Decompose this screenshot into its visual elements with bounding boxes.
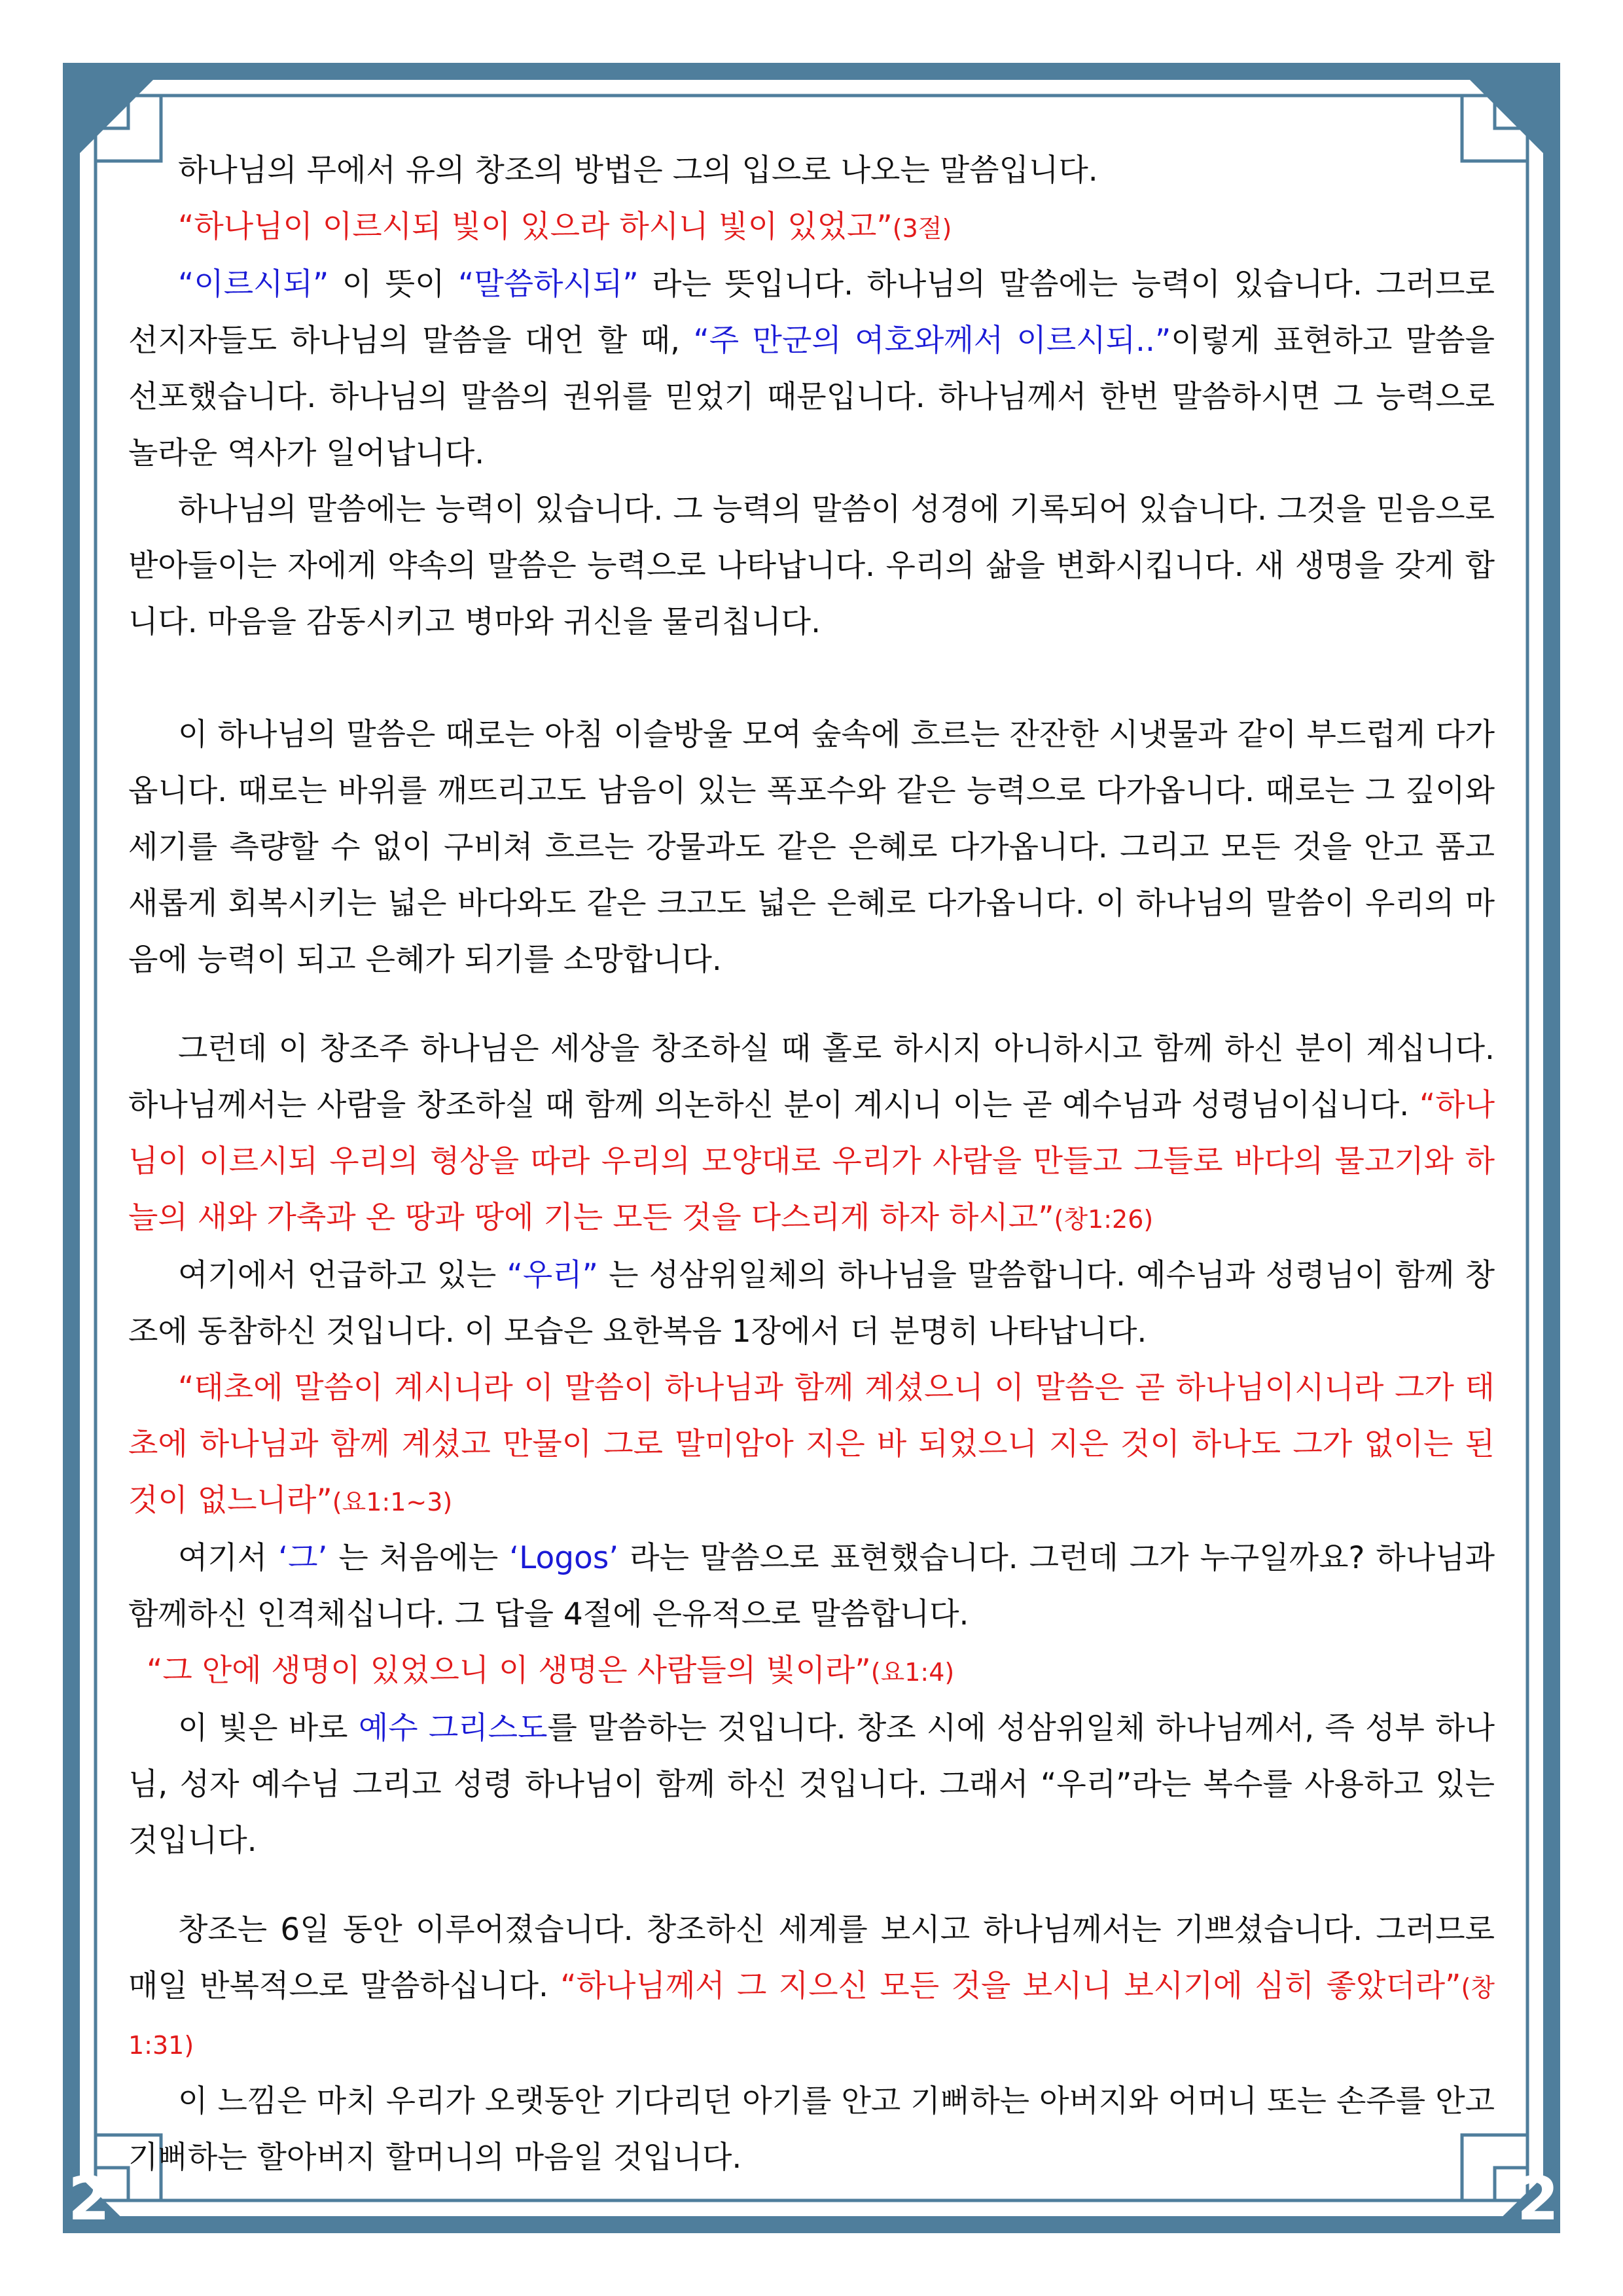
verse-reference: (요1:4) bbox=[870, 1658, 955, 1687]
paragraph bbox=[128, 1700, 1495, 1869]
paragraph-text: 창조는 6일 동안 이루어졌습니다. 창조하신 세계를 보시고 하나님께서는 기쁘셨습니다. 그러므로 매일 반복적으로 말씀하십니다. bbox=[128, 1912, 1495, 2004]
paragraph bbox=[128, 1530, 1495, 1643]
paragraph-text: 라는 말씀으로 표현했습니다. 그런데 그가 누구일까요? 하나님과 함께하신 인격체십니다. 그 답을 4절에 은유적으로 말씀합니다. bbox=[128, 1540, 1495, 1632]
quote-text: “하나님이 이르시되 빛이 있으라 하시니 빛이 있었고” bbox=[178, 209, 893, 245]
document-body bbox=[128, 143, 1495, 2186]
paragraph-text: 여기서 bbox=[178, 1540, 279, 1576]
paragraph bbox=[128, 1021, 1495, 1247]
paragraph-text: 를 말씀하는 것입니다. 창조 시에 성삼위일체 하나님께서, 즉 성부 하나님, 성자 예수님 그리고 성령 하나님이 함께 하신 것입니다. 그래서 “우리”라는 복수를 사용하고 있는 것입니다. bbox=[128, 1710, 1495, 1859]
paragraph-gap bbox=[128, 1869, 1495, 1902]
scripture-quote bbox=[128, 1360, 1495, 1530]
paragraph-text: 라는 뜻입니다. 하나님의 말씀에는 능력이 있습니다. 그러므로 선지자들도 하나님의 말씀을 대언 할 때, bbox=[128, 266, 1495, 359]
paragraph: 하나님의 무에서 유의 창조의 방법은 그의 입으로 나오는 말씀입니다. bbox=[178, 152, 1098, 188]
paragraph: 이 하나님의 말씀은 때로는 아침 이슬방울 모여 숲속에 흐르는 잔잔한 시냇물과 같이 부드럽게 다가옵니다. 때로는 바위를 깨뜨리고도 남음이 있는 폭포수와 같은 능력으로 다가옵니다. 때로는 그 깊이와 세기를 측량할 수 없이 구비쳐 흐르는 강물과도 같은 은혜로 다가옵니다. 그리고 모든 것을 안고 품고 새롭게 회복시키는 넓은 바다와도 같은 크고도 넓은 은혜로 다가옵니다. 이 하나님의 말씀이 우리의 마음에 능력이 되고 은혜가 되기를 소망합니다. bbox=[128, 717, 1495, 978]
quote-text: “그 안에 생명이 있었으니 이 생명은 사람들의 빛이라” bbox=[147, 1653, 871, 1689]
paragraph-text: 그런데 이 창조주 하나님은 세상을 창조하실 때 홀로 하시지 아니하시고 함께 하신 분이 계십니다. 하나님께서는 사람을 창조하실 때 함께 의논하신 분이 계시니 이는 곧 예수님과 성령님이십니다. bbox=[128, 1031, 1495, 1123]
keyword: “우리” bbox=[507, 1257, 598, 1293]
paragraph bbox=[128, 1902, 1495, 2073]
scripture-quote bbox=[128, 199, 1495, 257]
paragraph: 이 느낌은 마치 우리가 오랫동안 기다리던 아기를 안고 기뻐하는 아버지와 어머니 또는 손주를 안고 기뻐하는 할아버지 할머니의 마음일 것입니다. bbox=[128, 2083, 1495, 2176]
verse-reference: (요1:1~3) bbox=[332, 1488, 453, 1516]
paragraph: 하나님의 말씀에는 능력이 있습니다. 그 능력의 말씀이 성경에 기록되어 있습니다. 그것을 믿음으로 받아들이는 자에게 약속의 말씀은 능력으로 나타납니다. 우리의 삶을 변화시킵니다. 새 생명을 갖게 합니다. 마음을 감동시키고 병마와 귀신을 물리칩니다. bbox=[128, 492, 1495, 640]
paragraph-text: 여기에서 언급하고 있는 bbox=[178, 1257, 507, 1293]
paragraph-text: 이 뜻이 bbox=[329, 266, 458, 302]
paragraph-text: 는 처음에는 bbox=[327, 1540, 510, 1576]
quote-text: “태초에 말씀이 계시니라 이 말씀이 하나님과 함께 계셨으니 이 말씀은 곧 하나님이시니라 그가 태초에 하나님과 함께 계셨고 만물이 그로 말미암아 지은 바 되었으니 지은 것이 하나도 그가 없이는 된 것이 없느니라” bbox=[128, 1370, 1495, 1518]
keyword: 예수 그리스도 bbox=[358, 1710, 548, 1746]
paragraph-gap bbox=[128, 651, 1495, 707]
verse-reference: (창1:31) bbox=[128, 1973, 1495, 2060]
keyword: ‘그’ bbox=[278, 1540, 328, 1576]
verse-reference: (3절) bbox=[892, 214, 952, 243]
scripture-quote bbox=[128, 1643, 1495, 1700]
page-number-right: 2 bbox=[1517, 2164, 1560, 2234]
keyword: “주 만군의 여호와께서 이르시되..” bbox=[693, 323, 1171, 359]
keyword: “말씀하시되” bbox=[457, 266, 639, 302]
paragraph bbox=[128, 1247, 1495, 1360]
paragraph-text: 이렇게 표현하고 말씀을 선포했습니다. 하나님의 말씀의 권위를 믿었기 때문입니다. 하나님께서 한번 말씀하시면 그 능력으로 놀라운 역사가 일어납니다. bbox=[128, 323, 1495, 471]
paragraph bbox=[128, 257, 1495, 482]
quote-text: “하나님께서 그 지으신 모든 것을 보시니 보시기에 심히 좋았더라” bbox=[560, 1968, 1461, 2004]
paragraph-text: 는 성삼위일체의 하나님을 말씀합니다. 예수님과 성령님이 함께 창조에 동참하신 것입니다. 이 모습은 요한복음 1장에서 더 분명히 나타납니다. bbox=[128, 1257, 1495, 1350]
quote-text: “하나님이 이르시되 우리의 형상을 따라 우리의 모양대로 우리가 사람을 만들고 그들로 바다의 물고기와 하늘의 새와 가축과 온 땅과 땅에 기는 모든 것을 다스리게 하자 하시고” bbox=[128, 1087, 1495, 1236]
paragraph-gap bbox=[128, 988, 1495, 1021]
verse-reference: (창1:26) bbox=[1054, 1205, 1154, 1234]
keyword: “이르시되” bbox=[178, 266, 329, 302]
keyword: ‘Logos’ bbox=[509, 1540, 619, 1576]
page-number-left: 2 bbox=[68, 2164, 111, 2234]
paragraph-text: 이 빛은 바로 bbox=[178, 1710, 359, 1746]
